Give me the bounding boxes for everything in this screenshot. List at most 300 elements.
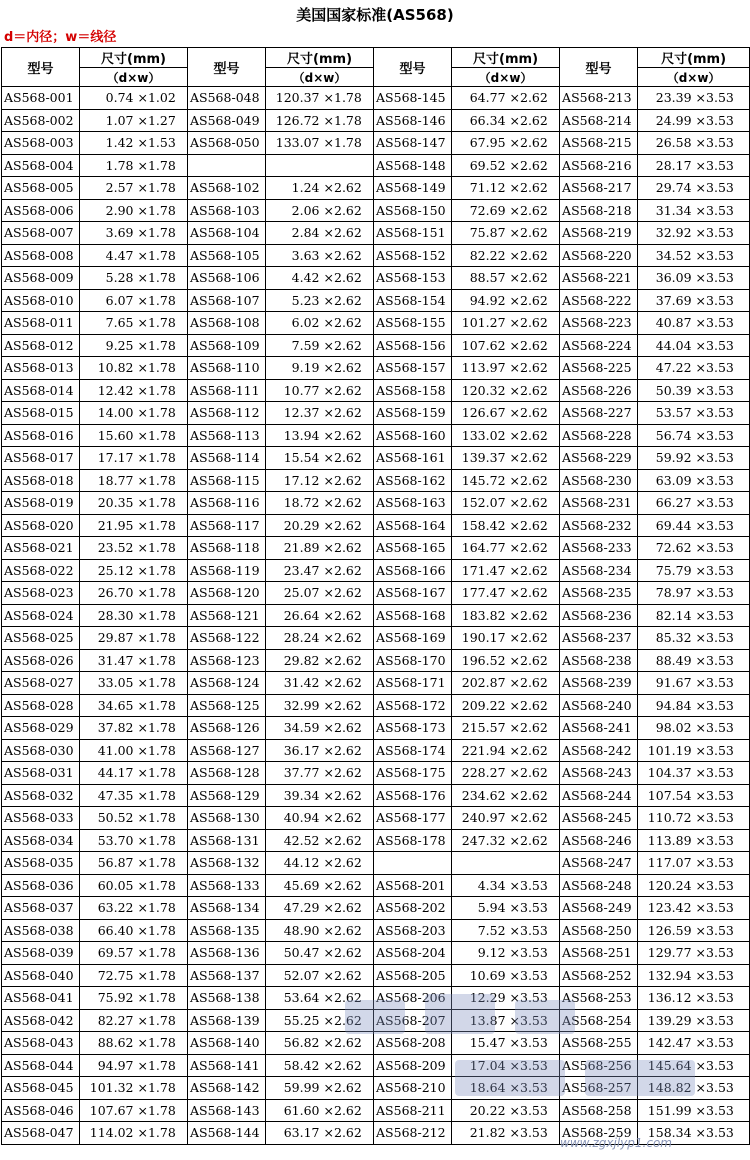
wire-diameter-cell: ×3.53 <box>694 312 750 335</box>
wire-diameter-cell: ×3.53 <box>694 154 750 177</box>
wire-diameter-cell: ×1.78 <box>136 222 188 245</box>
inner-diameter-cell: 37.82 <box>80 717 136 740</box>
wire-diameter-cell: ×2.62 <box>508 312 560 335</box>
wire-diameter-cell: ×2.62 <box>508 649 560 672</box>
header-code: 型号 <box>374 48 452 87</box>
model-code-cell: AS568-104 <box>188 222 266 245</box>
wire-diameter-cell: ×1.78 <box>136 807 188 830</box>
model-code-cell: AS568-119 <box>188 559 266 582</box>
wire-diameter-cell: ×1.78 <box>136 1032 188 1055</box>
model-code-cell: AS568-143 <box>188 1099 266 1122</box>
wire-diameter-cell: ×3.53 <box>694 987 750 1010</box>
wire-diameter-cell: ×2.62 <box>508 357 560 380</box>
wire-diameter-cell: ×2.62 <box>322 874 374 897</box>
model-code-cell: AS568-235 <box>560 582 638 605</box>
wire-diameter-cell: ×3.53 <box>694 334 750 357</box>
model-code-cell: AS568-207 <box>374 1009 452 1032</box>
wire-diameter-cell: ×3.53 <box>694 109 750 132</box>
model-code-cell: AS568-244 <box>560 784 638 807</box>
model-code-cell: AS568-113 <box>188 424 266 447</box>
model-code-cell: AS568-108 <box>188 312 266 335</box>
inner-diameter-cell: 29.82 <box>266 649 322 672</box>
model-code-cell: AS568-218 <box>560 199 638 222</box>
inner-diameter-cell: 34.65 <box>80 694 136 717</box>
model-code-cell: AS568-139 <box>188 1009 266 1032</box>
wire-diameter-cell: ×2.62 <box>508 829 560 852</box>
inner-diameter-cell: 78.97 <box>638 582 694 605</box>
wire-diameter-cell: ×3.53 <box>508 874 560 897</box>
inner-diameter-cell: 88.57 <box>452 267 508 290</box>
inner-diameter-cell: 63.22 <box>80 897 136 920</box>
model-code-cell: AS568-232 <box>560 514 638 537</box>
table-row <box>2 312 750 335</box>
model-code-cell: AS568-227 <box>560 402 638 425</box>
inner-diameter-cell: 94.84 <box>638 694 694 717</box>
wire-diameter-cell: ×2.62 <box>322 717 374 740</box>
inner-diameter-cell: 63.17 <box>266 1122 322 1145</box>
inner-diameter-cell: 123.42 <box>638 897 694 920</box>
wire-diameter-cell: ×1.78 <box>136 559 188 582</box>
wire-diameter-cell: ×2.62 <box>322 604 374 627</box>
model-code-cell: AS568-016 <box>2 424 80 447</box>
wire-diameter-cell: ×2.62 <box>322 537 374 560</box>
oring-size-table <box>1 47 750 1145</box>
inner-diameter-cell: 171.47 <box>452 559 508 582</box>
model-code-cell: AS568-050 <box>188 132 266 155</box>
model-code-cell: AS568-236 <box>560 604 638 627</box>
wire-diameter-cell: ×3.53 <box>694 672 750 695</box>
inner-diameter-cell: 28.24 <box>266 627 322 650</box>
wire-diameter-cell: ×3.53 <box>694 1122 750 1145</box>
inner-diameter-cell: 5.28 <box>80 267 136 290</box>
wire-diameter-cell: ×1.78 <box>136 582 188 605</box>
inner-diameter-cell: 47.22 <box>638 357 694 380</box>
wire-diameter-cell: ×2.62 <box>322 222 374 245</box>
wire-diameter-cell: ×3.53 <box>508 897 560 920</box>
inner-diameter-cell: 2.84 <box>266 222 322 245</box>
wire-diameter-cell: ×3.53 <box>694 492 750 515</box>
wire-diameter-cell: ×1.78 <box>136 829 188 852</box>
inner-diameter-cell: 41.00 <box>80 739 136 762</box>
model-code-cell: AS568-038 <box>2 919 80 942</box>
model-code-cell: AS568-219 <box>560 222 638 245</box>
model-code-cell: AS568-009 <box>2 267 80 290</box>
inner-diameter-cell: 221.94 <box>452 739 508 762</box>
wire-diameter-cell: ×3.53 <box>508 1099 560 1122</box>
inner-diameter-cell: 152.07 <box>452 492 508 515</box>
wire-diameter-cell: ×2.62 <box>322 672 374 695</box>
model-code-cell: AS568-127 <box>188 739 266 762</box>
wire-diameter-cell: ×3.53 <box>694 627 750 650</box>
table-row <box>2 1077 750 1100</box>
model-code-cell: AS568-255 <box>560 1032 638 1055</box>
inner-diameter-cell: 15.60 <box>80 424 136 447</box>
inner-diameter-cell: 64.77 <box>452 87 508 110</box>
inner-diameter-cell: 44.04 <box>638 334 694 357</box>
wire-diameter-cell: ×2.62 <box>322 514 374 537</box>
wire-diameter-cell: ×1.78 <box>136 1122 188 1145</box>
inner-diameter-cell: 69.52 <box>452 154 508 177</box>
table-row <box>2 244 750 267</box>
inner-diameter-cell: 202.87 <box>452 672 508 695</box>
wire-diameter-cell: ×3.53 <box>694 784 750 807</box>
inner-diameter-cell: 6.07 <box>80 289 136 312</box>
model-code-cell: AS568-014 <box>2 379 80 402</box>
wire-diameter-cell: ×3.53 <box>694 582 750 605</box>
inner-diameter-cell: 177.47 <box>452 582 508 605</box>
inner-diameter-cell: 18.72 <box>266 492 322 515</box>
wire-diameter-cell: ×3.53 <box>694 447 750 470</box>
inner-diameter-cell: 5.23 <box>266 289 322 312</box>
wire-diameter-cell: ×2.62 <box>322 244 374 267</box>
wire-diameter-cell: ×3.53 <box>694 649 750 672</box>
inner-diameter-cell: 4.34 <box>452 874 508 897</box>
model-code-cell: AS568-124 <box>188 672 266 695</box>
wire-diameter-cell: ×2.62 <box>508 762 560 785</box>
wire-diameter-cell: ×2.62 <box>508 559 560 582</box>
wire-diameter-cell: ×1.78 <box>136 289 188 312</box>
wire-diameter-cell: ×3.53 <box>694 379 750 402</box>
model-code-cell: AS568-156 <box>374 334 452 357</box>
wire-diameter-cell: ×2.62 <box>508 604 560 627</box>
table-row <box>2 874 750 897</box>
wire-diameter-cell: ×2.62 <box>508 132 560 155</box>
inner-diameter-cell: 44.17 <box>80 762 136 785</box>
table-row <box>2 109 750 132</box>
inner-diameter-cell: 12.29 <box>452 987 508 1010</box>
wire-diameter-cell: ×2.62 <box>508 424 560 447</box>
model-code-cell: AS568-029 <box>2 717 80 740</box>
model-code-cell: AS568-251 <box>560 942 638 965</box>
inner-diameter-cell: 75.79 <box>638 559 694 582</box>
wire-diameter-cell: ×2.62 <box>508 199 560 222</box>
inner-diameter-cell: 145.64 <box>638 1054 694 1077</box>
model-code-cell: AS568-162 <box>374 469 452 492</box>
wire-diameter-cell <box>508 852 560 875</box>
inner-diameter-cell: 10.77 <box>266 379 322 402</box>
inner-diameter-cell: 101.32 <box>80 1077 136 1100</box>
model-code-cell: AS568-246 <box>560 829 638 852</box>
inner-diameter-cell: 20.22 <box>452 1099 508 1122</box>
wire-diameter-cell: ×3.53 <box>508 942 560 965</box>
model-code-cell: AS568-025 <box>2 627 80 650</box>
inner-diameter-cell: 9.19 <box>266 357 322 380</box>
wire-diameter-cell: ×2.62 <box>322 379 374 402</box>
model-code-cell: AS568-174 <box>374 739 452 762</box>
model-code-cell: AS568-217 <box>560 177 638 200</box>
table-row <box>2 762 750 785</box>
model-code-cell: AS568-109 <box>188 334 266 357</box>
wire-diameter-cell: ×2.62 <box>322 1099 374 1122</box>
wire-diameter-cell: ×2.62 <box>322 424 374 447</box>
table-row <box>2 334 750 357</box>
inner-diameter-cell: 42.52 <box>266 829 322 852</box>
model-code-cell: AS568-118 <box>188 537 266 560</box>
wire-diameter-cell: ×2.62 <box>508 492 560 515</box>
wire-diameter-cell: ×3.53 <box>508 964 560 987</box>
model-code-cell: AS568-225 <box>560 357 638 380</box>
model-code-cell: AS568-154 <box>374 289 452 312</box>
model-code-cell: AS568-231 <box>560 492 638 515</box>
wire-diameter-cell: ×1.78 <box>136 874 188 897</box>
wire-diameter-cell: ×2.62 <box>508 739 560 762</box>
wire-diameter-cell: ×2.62 <box>322 987 374 1010</box>
wire-diameter-cell: ×1.78 <box>136 447 188 470</box>
wire-diameter-cell: ×2.62 <box>322 649 374 672</box>
wire-diameter-cell: ×3.53 <box>694 1054 750 1077</box>
wire-diameter-cell: ×3.53 <box>508 987 560 1010</box>
inner-diameter-cell: 29.87 <box>80 627 136 650</box>
model-code-cell: AS568-238 <box>560 649 638 672</box>
wire-diameter-cell: ×1.78 <box>136 1099 188 1122</box>
table-row <box>2 289 750 312</box>
wire-diameter-cell: ×3.53 <box>694 1009 750 1032</box>
model-code-cell: AS568-102 <box>188 177 266 200</box>
model-code-cell <box>188 154 266 177</box>
model-code-cell: AS568-122 <box>188 627 266 650</box>
table-row <box>2 424 750 447</box>
inner-diameter-cell: 0.74 <box>80 87 136 110</box>
wire-diameter-cell: ×3.53 <box>694 829 750 852</box>
page-title: 美国国家标准(AS568) <box>296 6 454 24</box>
table-row <box>2 154 750 177</box>
inner-diameter-cell: 247.32 <box>452 829 508 852</box>
wire-diameter-cell: ×3.53 <box>694 469 750 492</box>
model-code-cell: AS568-216 <box>560 154 638 177</box>
inner-diameter-cell: 56.82 <box>266 1032 322 1055</box>
wire-diameter-cell: ×3.53 <box>694 537 750 560</box>
model-code-cell: AS568-223 <box>560 312 638 335</box>
inner-diameter-cell: 10.82 <box>80 357 136 380</box>
model-code-cell: AS568-115 <box>188 469 266 492</box>
model-code-cell: AS568-105 <box>188 244 266 267</box>
wire-diameter-cell: ×3.53 <box>694 897 750 920</box>
model-code-cell: AS568-042 <box>2 1009 80 1032</box>
model-code-cell: AS568-229 <box>560 447 638 470</box>
model-code-cell: AS568-112 <box>188 402 266 425</box>
wire-diameter-cell: ×3.53 <box>694 1099 750 1122</box>
wire-diameter-cell: ×3.53 <box>508 919 560 942</box>
inner-diameter-cell: 142.47 <box>638 1032 694 1055</box>
inner-diameter-cell: 17.17 <box>80 447 136 470</box>
header-row <box>2 48 750 68</box>
inner-diameter-cell: 53.64 <box>266 987 322 1010</box>
model-code-cell: AS568-020 <box>2 514 80 537</box>
wire-diameter-cell: ×1.78 <box>136 402 188 425</box>
wire-diameter-cell: ×2.62 <box>322 357 374 380</box>
wire-diameter-cell: ×2.62 <box>322 1032 374 1055</box>
model-code-cell: AS568-150 <box>374 199 452 222</box>
model-code-cell: AS568-030 <box>2 739 80 762</box>
wire-diameter-cell: ×1.78 <box>136 919 188 942</box>
inner-diameter-cell: 72.69 <box>452 199 508 222</box>
inner-diameter-cell: 139.29 <box>638 1009 694 1032</box>
wire-diameter-cell: ×1.78 <box>136 357 188 380</box>
model-code-cell: AS568-024 <box>2 604 80 627</box>
model-code-cell: AS568-037 <box>2 897 80 920</box>
wire-diameter-cell <box>322 154 374 177</box>
table-row <box>2 852 750 875</box>
inner-diameter-cell: 82.14 <box>638 604 694 627</box>
wire-diameter-cell: ×1.78 <box>136 762 188 785</box>
inner-diameter-cell: 14.00 <box>80 402 136 425</box>
model-code-cell: AS568-120 <box>188 582 266 605</box>
wire-diameter-cell: ×1.78 <box>136 852 188 875</box>
model-code-cell: AS568-241 <box>560 717 638 740</box>
model-code-cell: AS568-151 <box>374 222 452 245</box>
wire-diameter-cell: ×2.62 <box>508 784 560 807</box>
wire-diameter-cell: ×3.53 <box>694 762 750 785</box>
model-code-cell: AS568-026 <box>2 649 80 672</box>
inner-diameter-cell: 2.90 <box>80 199 136 222</box>
model-code-cell: AS568-103 <box>188 199 266 222</box>
model-code-cell: AS568-131 <box>188 829 266 852</box>
inner-diameter-cell: 15.54 <box>266 447 322 470</box>
model-code-cell: AS568-204 <box>374 942 452 965</box>
model-code-cell: AS568-035 <box>2 852 80 875</box>
model-code-cell: AS568-129 <box>188 784 266 807</box>
wire-diameter-cell: ×2.62 <box>322 1054 374 1077</box>
inner-diameter-cell: 20.35 <box>80 492 136 515</box>
inner-diameter-cell: 164.77 <box>452 537 508 560</box>
model-code-cell: AS568-205 <box>374 964 452 987</box>
wire-diameter-cell: ×2.62 <box>322 402 374 425</box>
model-code-cell: AS568-031 <box>2 762 80 785</box>
model-code-cell: AS568-106 <box>188 267 266 290</box>
inner-diameter-cell: 40.87 <box>638 312 694 335</box>
model-code-cell: AS568-018 <box>2 469 80 492</box>
wire-diameter-cell: ×3.53 <box>694 132 750 155</box>
table-row <box>2 649 750 672</box>
inner-diameter-cell: 120.32 <box>452 379 508 402</box>
model-code-cell: AS568-019 <box>2 492 80 515</box>
model-code-cell: AS568-046 <box>2 1099 80 1122</box>
inner-diameter-cell: 58.42 <box>266 1054 322 1077</box>
table-row <box>2 604 750 627</box>
wire-diameter-cell: ×2.62 <box>508 244 560 267</box>
inner-diameter-cell: 104.37 <box>638 762 694 785</box>
inner-diameter-cell: 82.22 <box>452 244 508 267</box>
inner-diameter-cell: 13.87 <box>452 1009 508 1032</box>
wire-diameter-cell: ×3.53 <box>694 874 750 897</box>
inner-diameter-cell: 47.35 <box>80 784 136 807</box>
model-code-cell: AS568-136 <box>188 942 266 965</box>
model-code-cell: AS568-177 <box>374 807 452 830</box>
model-code-cell: AS568-248 <box>560 874 638 897</box>
inner-diameter-cell: 139.37 <box>452 447 508 470</box>
wire-diameter-cell: ×2.62 <box>322 469 374 492</box>
model-code-cell: AS568-048 <box>188 87 266 110</box>
inner-diameter-cell: 33.05 <box>80 672 136 695</box>
model-code-cell: AS568-011 <box>2 312 80 335</box>
wire-diameter-cell: ×2.62 <box>508 694 560 717</box>
inner-diameter-cell: 7.65 <box>80 312 136 335</box>
model-code-cell: AS568-208 <box>374 1032 452 1055</box>
model-code-cell: AS568-226 <box>560 379 638 402</box>
inner-diameter-cell: 98.02 <box>638 717 694 740</box>
wire-diameter-cell: ×1.78 <box>136 424 188 447</box>
inner-diameter-cell: 47.29 <box>266 897 322 920</box>
wire-diameter-cell: ×2.62 <box>508 402 560 425</box>
model-code-cell: AS568-215 <box>560 132 638 155</box>
inner-diameter-cell: 101.19 <box>638 739 694 762</box>
wire-diameter-cell: ×2.62 <box>322 334 374 357</box>
model-code-cell: AS568-021 <box>2 537 80 560</box>
table-row <box>2 492 750 515</box>
model-code-cell: AS568-027 <box>2 672 80 695</box>
wire-diameter-cell: ×3.53 <box>694 964 750 987</box>
table-row <box>2 807 750 830</box>
table-row <box>2 1009 750 1032</box>
table-row <box>2 1099 750 1122</box>
model-code-cell: AS568-178 <box>374 829 452 852</box>
model-code-cell: AS568-148 <box>374 154 452 177</box>
inner-diameter-cell: 72.75 <box>80 964 136 987</box>
wire-diameter-cell: ×2.62 <box>508 177 560 200</box>
model-code-cell: AS568-140 <box>188 1032 266 1055</box>
wire-diameter-cell: ×2.62 <box>508 87 560 110</box>
inner-diameter-cell: 21.95 <box>80 514 136 537</box>
model-code-cell: AS568-160 <box>374 424 452 447</box>
wire-diameter-cell: ×3.53 <box>694 87 750 110</box>
model-code-cell: AS568-163 <box>374 492 452 515</box>
wire-diameter-cell: ×2.62 <box>508 379 560 402</box>
inner-diameter-cell: 113.89 <box>638 829 694 852</box>
inner-diameter-cell: 129.77 <box>638 942 694 965</box>
wire-diameter-cell: ×2.62 <box>322 267 374 290</box>
inner-diameter-cell: 120.37 <box>266 87 322 110</box>
wire-diameter-cell: ×1.02 <box>136 87 188 110</box>
wire-diameter-cell: ×1.78 <box>322 87 374 110</box>
wire-diameter-cell: ×2.62 <box>508 807 560 830</box>
wire-diameter-cell: ×2.62 <box>322 807 374 830</box>
table-row <box>2 739 750 762</box>
wire-diameter-cell: ×1.78 <box>136 739 188 762</box>
model-code-cell: AS568-142 <box>188 1077 266 1100</box>
table-body <box>2 87 750 1145</box>
inner-diameter-cell: 126.72 <box>266 109 322 132</box>
inner-diameter-cell: 17.12 <box>266 469 322 492</box>
inner-diameter-cell: 31.47 <box>80 649 136 672</box>
model-code-cell: AS568-041 <box>2 987 80 1010</box>
inner-diameter-cell: 94.97 <box>80 1054 136 1077</box>
model-code-cell: AS568-008 <box>2 244 80 267</box>
inner-diameter-cell: 69.44 <box>638 514 694 537</box>
wire-diameter-cell: ×2.62 <box>322 852 374 875</box>
model-code-cell: AS568-237 <box>560 627 638 650</box>
model-code-cell: AS568-259 <box>560 1122 638 1145</box>
wire-diameter-cell: ×1.78 <box>136 514 188 537</box>
wire-diameter-cell: ×2.62 <box>322 694 374 717</box>
inner-diameter-cell: 113.97 <box>452 357 508 380</box>
table-row <box>2 177 750 200</box>
model-code-cell: AS568-233 <box>560 537 638 560</box>
wire-diameter-cell: ×1.78 <box>136 267 188 290</box>
table-row <box>2 964 750 987</box>
table-row <box>2 897 750 920</box>
model-code-cell: AS568-003 <box>2 132 80 155</box>
model-code-cell: AS568-032 <box>2 784 80 807</box>
model-code-cell: AS568-161 <box>374 447 452 470</box>
model-code-cell: AS568-202 <box>374 897 452 920</box>
wire-diameter-cell: ×2.62 <box>508 154 560 177</box>
model-code-cell: AS568-126 <box>188 717 266 740</box>
inner-diameter-cell: 196.52 <box>452 649 508 672</box>
inner-diameter-cell: 158.42 <box>452 514 508 537</box>
model-code-cell: AS568-175 <box>374 762 452 785</box>
model-code-cell: AS568-128 <box>188 762 266 785</box>
wire-diameter-cell: ×2.62 <box>322 964 374 987</box>
